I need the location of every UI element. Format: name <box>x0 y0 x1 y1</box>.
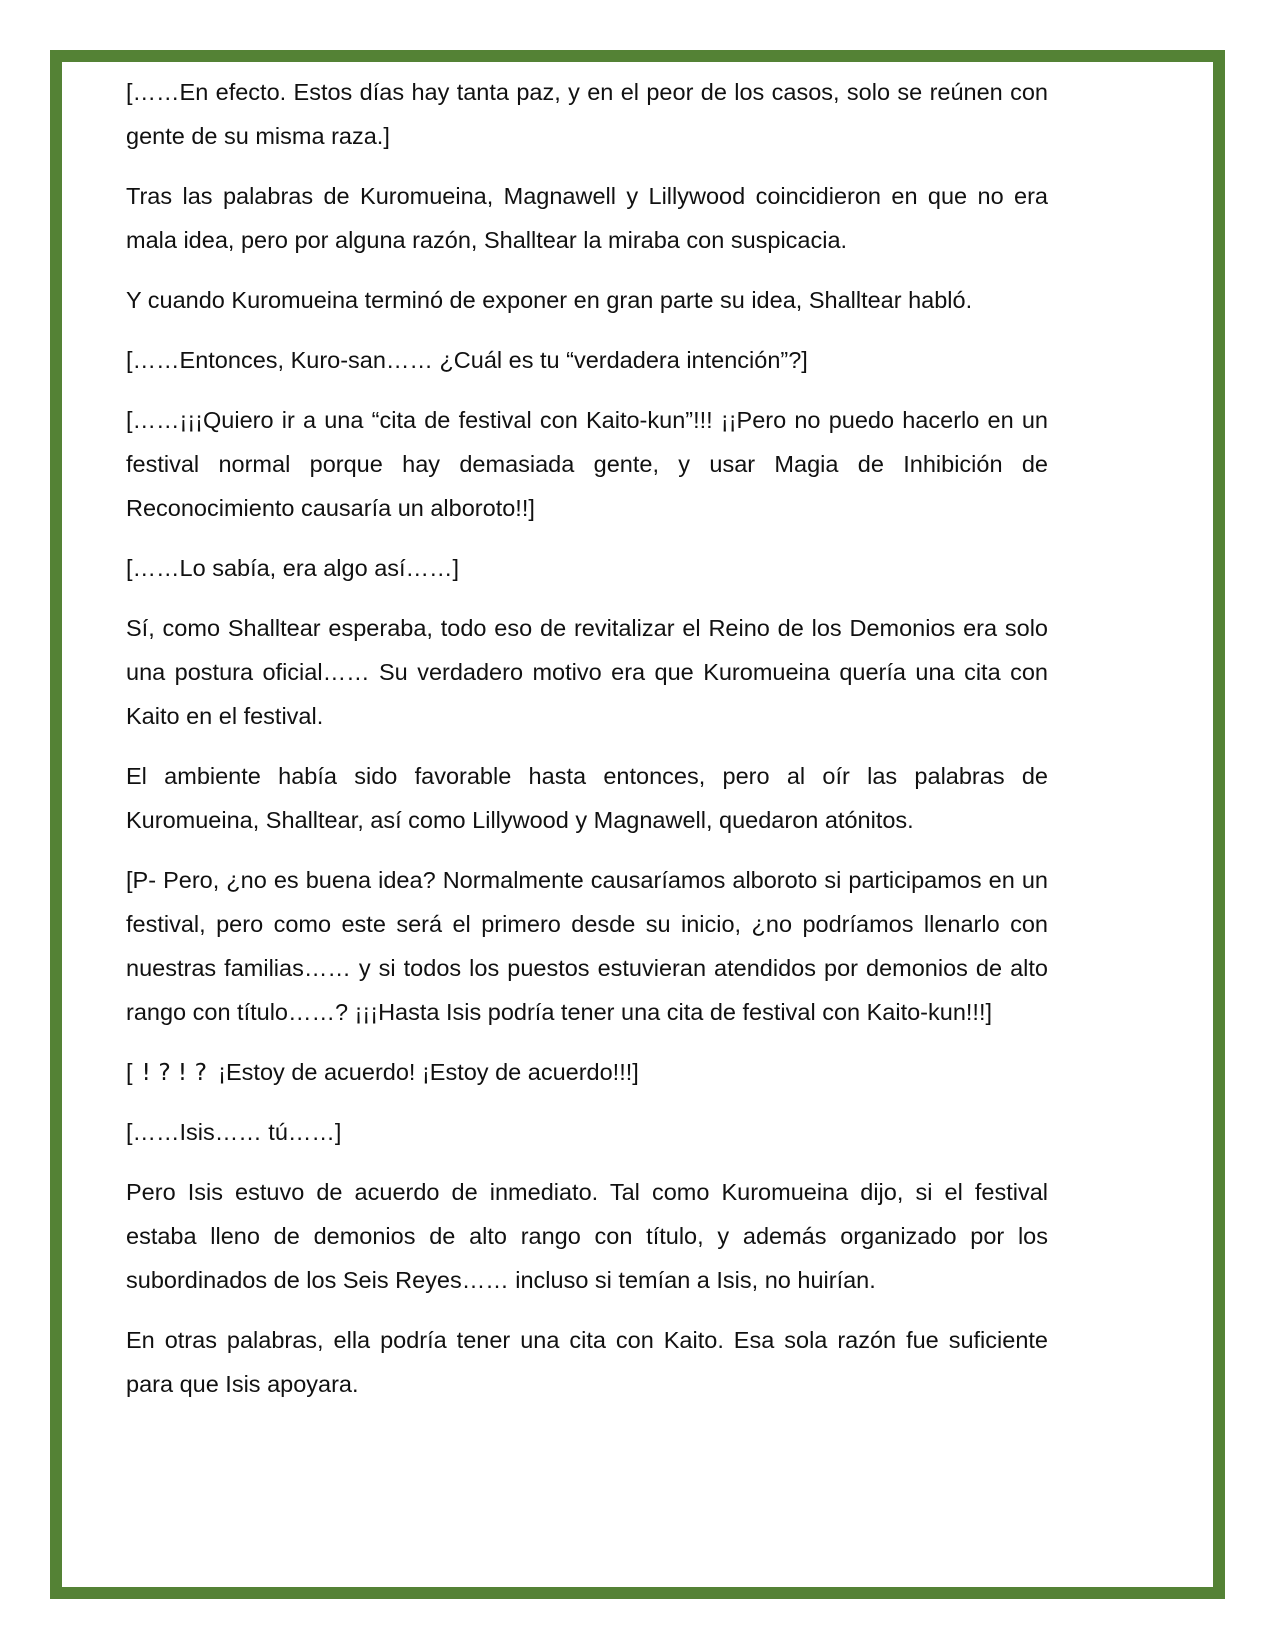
paragraph-10-punct: !?!? <box>139 1058 212 1086</box>
paragraph-7: Sí, como Shalltear esperaba, todo eso de revitalizar el Reino de los Demonios era solo una postura oficial…… Su verdadero motivo era que Kuromueina quería una cita con Kaito en el festival. <box>126 615 1048 729</box>
paragraph-12: Pero Isis estuvo de acuerdo de inmediato. Tal como Kuromueina dijo, si el festival estaba lleno de demonios de alto rango con título, y además organizado por los subordinados de los Seis Reyes…… incluso si temían a Isis, no huirían. <box>126 1179 1048 1293</box>
paragraph-13: En otras palabras, ella podría tener una cita con Kaito. Esa sola razón fue suficiente para que Isis apoyara. <box>126 1327 1048 1397</box>
paragraph-10 <box>126 1050 1048 1094</box>
paragraph-3: Y cuando Kuromueina terminó de exponer en gran parte su idea, Shalltear habló. <box>126 287 973 313</box>
paragraph-10-rest: ¡Estoy de acuerdo! ¡Estoy de acuerdo!!!] <box>211 1059 639 1085</box>
paragraph-10-open: [ <box>126 1059 133 1085</box>
paragraph-6: [……Lo sabía, era algo así……] <box>126 555 460 581</box>
paragraph-11: [……Isis…… tú……] <box>126 1119 342 1145</box>
paragraph-9: [P- Pero, ¿no es buena idea? Normalmente causaríamos alboroto si participamos en un festival, pero como este será el primero desde su inicio, ¿no podríamos llenarlo con nuestras familias…… y si todos los puestos estuvieran atendidos por demonios de alto rango con título……? ¡¡¡Hasta Isis podría tener una cita de festival con Kaito-kun!!!] <box>126 867 1048 1025</box>
paragraph-4: [……Entonces, Kuro-san…… ¿Cuál es tu “verdadera intención”?] <box>126 347 808 373</box>
paragraph-2: Tras las palabras de Kuromueina, Magnawell y Lillywood coincidieron en que no era mala idea, pero por alguna razón, Shalltear la miraba con suspicacia. <box>126 183 1048 253</box>
paragraph-5: [……¡¡¡Quiero ir a una “cita de festival con Kaito-kun”!!! ¡¡Pero no puedo hacerlo en un festival normal porque hay demasiada gente, y usar Magia de Inhibición de Reconocimiento causaría un alboroto!!] <box>126 407 1048 521</box>
document-body <box>126 70 1048 1422</box>
paragraph-1: [……En efecto. Estos días hay tanta paz, y en el peor de los casos, solo se reúnen con gente de su misma raza.] <box>126 79 1048 149</box>
paragraph-8: El ambiente había sido favorable hasta entonces, pero al oír las palabras de Kuromueina, Shalltear, así como Lillywood y Magnawell, quedaron atónitos. <box>126 763 1048 833</box>
